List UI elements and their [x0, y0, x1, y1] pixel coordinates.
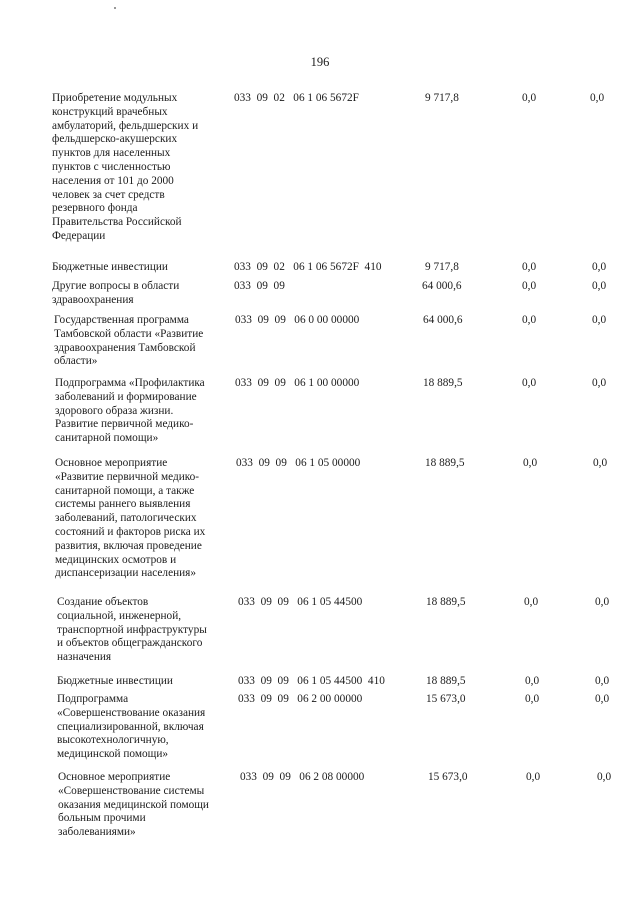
- row-amount: 18 889,5: [426, 596, 466, 608]
- row-name: Основное мероприятие «Совершенствование системы оказания медицинской помощи больным прочими заболеваниями»: [58, 771, 209, 839]
- row-value-3: 0,0: [595, 693, 610, 705]
- row-amount: 9 717,8: [425, 92, 459, 104]
- row-value-2: 0,0: [522, 92, 537, 104]
- row-amount: 64 000,6: [422, 280, 462, 292]
- row-value-2: 0,0: [524, 596, 539, 608]
- row-value-3: 0,0: [592, 377, 607, 389]
- page-number: 196: [310, 55, 330, 69]
- row-name: Бюджетные инвестиции: [52, 261, 168, 273]
- row-value-2: 0,0: [525, 675, 540, 687]
- row-value-3: 0,0: [592, 261, 607, 273]
- row-name: Другие вопросы в области здравоохранения: [52, 280, 180, 306]
- row-name: Приобретение модульных конструкций врачебных амбулаторий, фельдшерских и фельдшерско-акушерских пунктов для населенных пунктов с численностью населения от 101 до 2000 человек за счет средств резервного фонда Правительства Российской Федерации: [52, 92, 199, 242]
- row-name: Подпрограмма «Профилактика заболеваний и формирование здорового образа жизни. Развитие первичной медико- санитарной помощи»: [55, 377, 205, 445]
- row-code: 033 09 09: [234, 280, 285, 292]
- row-code: 033 09 09 06 2 08 00000: [240, 771, 365, 783]
- row-name: Подпрограмма «Совершенствование оказания специализированной, включая высокотехнологичную, медицинской помощи»: [57, 693, 206, 761]
- row-value-3: 0,0: [590, 92, 605, 104]
- row-code: 033 09 09 06 1 05 44500: [238, 596, 363, 608]
- row-amount: 9 717,8: [425, 261, 459, 273]
- row-value-2: 0,0: [525, 693, 540, 705]
- row-name: Основное мероприятие «Развитие первичной медико- санитарной помощи, а также системы раннего выявления заболеваний, патологических состояний и факторов риска их развития, включая проведение медицинских осмотров и диспансеризации населения»: [55, 457, 206, 580]
- row-code: 033 09 02 06 1 06 5672F 410: [234, 261, 382, 273]
- row-code: 033 09 09 06 1 00 00000: [235, 377, 360, 389]
- row-value-3: 0,0: [592, 314, 607, 326]
- row-value-2: 0,0: [523, 457, 538, 469]
- row-name: Создание объектов социальной, инженерной, транспортной инфраструктуры и объектов общегражданского назначения: [57, 596, 207, 664]
- row-value-3: 0,0: [595, 596, 610, 608]
- row-value-2: 0,0: [522, 314, 537, 326]
- row-value-2: 0,0: [522, 377, 537, 389]
- scan-speck: [114, 7, 116, 9]
- row-value-3: 0,0: [593, 457, 608, 469]
- row-value-3: 0,0: [597, 771, 612, 783]
- row-code: 033 09 09 06 2 00 00000: [238, 693, 363, 705]
- row-name: Бюджетные инвестиции: [57, 675, 173, 687]
- row-amount: 15 673,0: [428, 771, 468, 783]
- row-value-2: 0,0: [522, 261, 537, 273]
- row-code: 033 09 02 06 1 06 5672F: [234, 92, 359, 104]
- row-value-2: 0,0: [526, 771, 541, 783]
- row-value-2: 0,0: [522, 280, 537, 292]
- row-value-3: 0,0: [595, 675, 610, 687]
- row-value-3: 0,0: [592, 280, 607, 292]
- row-amount: 15 673,0: [426, 693, 466, 705]
- row-amount: 18 889,5: [426, 675, 466, 687]
- row-code: 033 09 09 06 1 05 44500 410: [238, 675, 385, 687]
- row-code: 033 09 09 06 1 05 00000: [236, 457, 361, 469]
- row-code: 033 09 09 06 0 00 00000: [235, 314, 360, 326]
- row-name: Государственная программа Тамбовской области «Развитие здравоохранения Тамбовской области»: [54, 314, 204, 368]
- row-amount: 18 889,5: [425, 457, 465, 469]
- row-amount: 18 889,5: [423, 377, 463, 389]
- row-amount: 64 000,6: [423, 314, 463, 326]
